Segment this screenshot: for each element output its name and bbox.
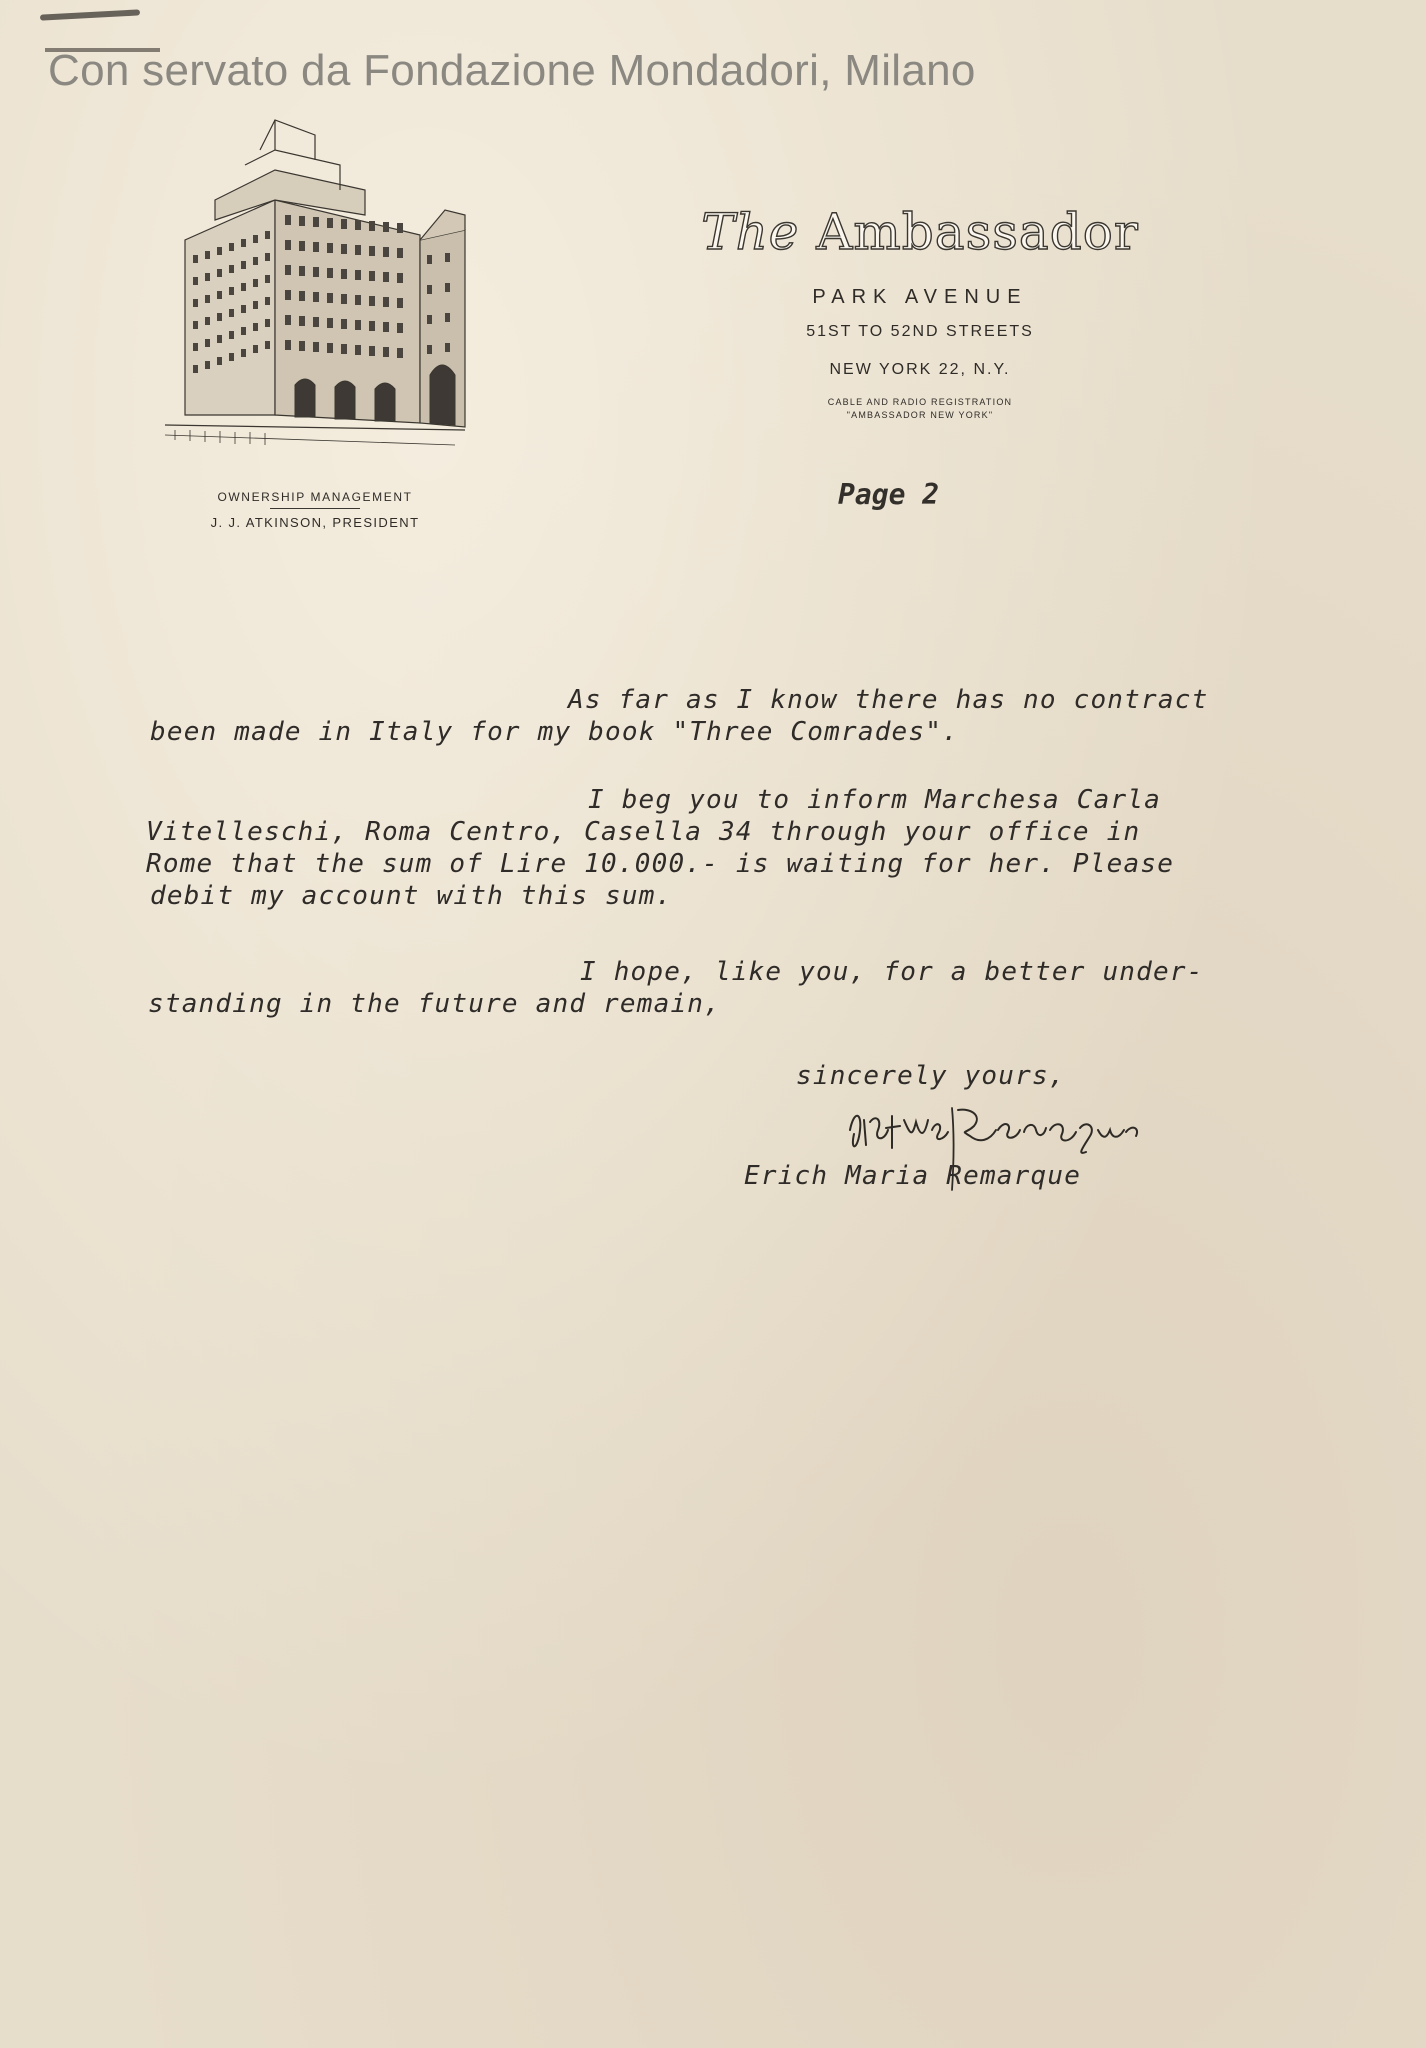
hotel-name — [640, 205, 1200, 260]
hotel-name-article: The — [701, 203, 800, 261]
paragraph-2-line-1: I beg you to inform Marchesa Carla — [588, 785, 1162, 815]
hotel-building-illustration — [165, 105, 475, 460]
paragraph-2-line-3: Rome that the sum of Lire 10.000.- is waiting for her. Please — [146, 849, 1175, 879]
edge-mark — [40, 9, 140, 20]
hotel-city: NEW YORK 22, N.Y. — [829, 361, 1011, 378]
hotel-street: PARK AVENUE — [812, 286, 1028, 308]
paragraph-3-line-2: standing in the future and remain, — [148, 989, 722, 1019]
archive-watermark: Con servato da Fondazione Mondadori, Milano — [48, 46, 976, 95]
paragraph-1-line-1: As far as I know there has no contract — [568, 685, 1209, 715]
cable-registration-address: "AMBASSADOR NEW YORK" — [846, 410, 994, 420]
hotel-cross-streets: 51ST TO 52ND STREETS — [806, 323, 1034, 340]
page-number: Page 2 — [838, 478, 940, 511]
paragraph-2-line-4: debit my account with this sum. — [150, 881, 673, 911]
paragraph-1-line-2: been made in Italy for my book "Three Comrades". — [150, 717, 959, 747]
paragraph-2-line-2: Vitelleschi, Roma Centro, Casella 34 through your office in — [146, 817, 1141, 847]
signer-name: Erich Maria Remarque — [744, 1161, 1082, 1191]
closing-salutation: sincerely yours, — [796, 1061, 1066, 1091]
hotel-letterhead — [640, 205, 1200, 420]
paragraph-3-line-1: I hope, like you, for a better under- — [580, 957, 1204, 987]
ownership-divider — [270, 508, 360, 509]
ownership-name: J. J. ATKINSON, PRESIDENT — [210, 515, 420, 530]
cable-registration-label: CABLE AND RADIO REGISTRATION — [827, 397, 1013, 407]
ownership-block — [170, 490, 460, 530]
hotel-name-main: Ambassador — [816, 203, 1139, 261]
ownership-label: OWNERSHIP MANAGEMENT — [217, 490, 413, 504]
